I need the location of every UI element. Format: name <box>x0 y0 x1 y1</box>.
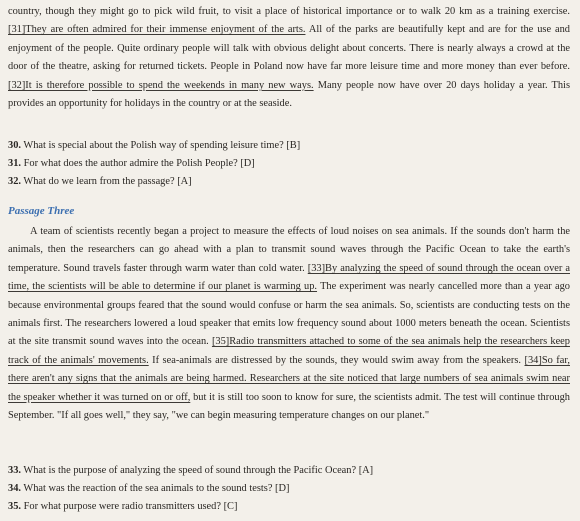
marked-sentence-35: [35]Radio transmitters attached to some of the sea animals help the researchers keep track of the animals' movements. <box>8 336 570 366</box>
question-31 <box>8 155 570 173</box>
passage-three-text-4: but it is still too soon to know for sure, the scientists admit. The test will continue through September. "If all goes well," they say, "we can begin measuring temperature changes on our planet." <box>8 391 570 422</box>
question-text: For what does the author admire the Polish People? [D] <box>23 158 255 169</box>
marked-sentence-33: [33]By analyzing the speed of sound through the ocean over a time, the scientists will be able to determine if our planet is warming up. <box>8 262 570 293</box>
question-text: What do we learn from the passage? [A] <box>23 176 192 187</box>
passage-three-text-3: If sea-animals are distressed by the sounds, they would swim away from the speakers. <box>152 354 522 366</box>
question-number: 33. <box>8 465 21 476</box>
marked-sentence-32: [32]It is therefore possible to spend the weekends in many new ways. <box>8 79 314 91</box>
passage-three-text-2: The experiment was nearly cancelled more than a year ago because environmental groups feared that the sound would confuse or harm the sea animals. So, scientists are conducting tests on the animals first. The researchers lowered a loud speaker that emits low frequency sound about 1000 meters beneath the ocean. Scientists at the site transmit sound waves into the ocean. <box>8 281 570 348</box>
passage-three-body <box>8 223 570 425</box>
passage-two-text-2: All of the parks are beautifully kept and are for the use and enjoyment of the people. Quite ordinary people will talk with obvious delight about concerts. There is nearly always a crowd at the door of the theatre, asking for returned tickets. People in Poland now have far more leisure time and more money than ever before. <box>8 24 570 73</box>
marked-sentence-34: [34]So far, there aren't any signs that the animals are being harmed. Researchers at the site noticed that large numbers of sea animals swim near the speaker whether it was turned on or off, <box>8 354 570 403</box>
question-number: 34. <box>8 483 21 494</box>
question-number: 32. <box>8 176 21 187</box>
question-text: What is the purpose of analyzing the speed of sound through the Pacific Ocean? [A] <box>23 465 374 476</box>
question-30 <box>8 137 570 155</box>
question-number: 31. <box>8 158 21 169</box>
question-35 <box>8 498 570 516</box>
passage-three-heading: Passage Three <box>8 205 75 217</box>
question-34 <box>8 480 570 498</box>
passage-three-text-1: A team of scientists recently began a project to measure the effects of loud noises on sea animals. If the sounds don't harm the animals, then the researchers can go ahead with a plan to transmit sound waves through the Pacific Ocean to take the earth's temperature. Sound travels faster through warm water than cold water. <box>8 226 570 274</box>
question-33 <box>8 462 570 480</box>
question-text: What was the reaction of the sea animals to the sound tests? [D] <box>23 483 290 494</box>
question-text: What is special about the Polish way of spending leisure time? [B] <box>23 140 301 151</box>
question-number: 35. <box>8 501 21 512</box>
marked-sentence-31: [31]They are often admired for their immense enjoyment of the arts. <box>8 24 306 36</box>
passage-two-tail <box>8 3 570 113</box>
question-text: For what purpose were radio transmitters used? [C] <box>23 501 238 512</box>
passage-two-text-1: country, though they might go to pick wild fruit, to visit a place of historical importance or to walk 20 km as a training exercise. <box>8 6 570 17</box>
question-number: 30. <box>8 140 21 151</box>
question-32 <box>8 173 570 191</box>
passage-two-text-3: Many people now have over 20 days holiday a year. This provides an opportunity for holidays in the country or at the seaside. <box>8 79 570 110</box>
